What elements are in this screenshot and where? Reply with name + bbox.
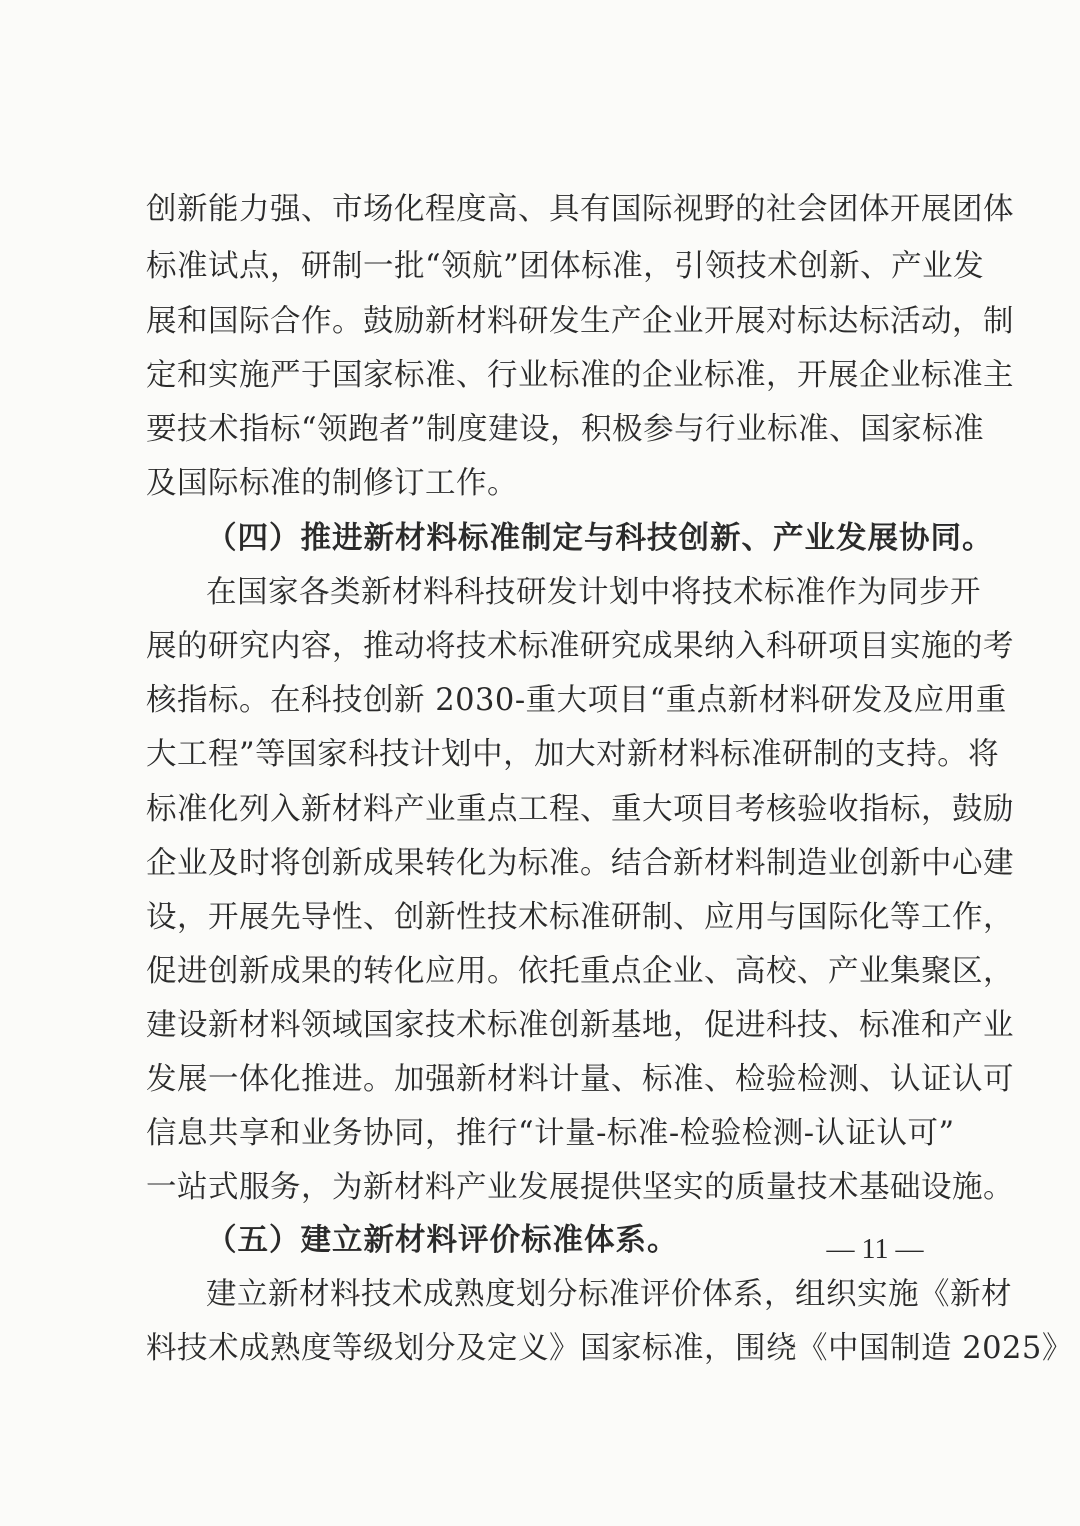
paragraph-line: 在国家各类新材料科技研发计划中将技术标准作为同步开 [206, 575, 981, 610]
paragraph-line: 创新能力强、市场化程度高、具有国际视野的社会团体开展团体 [146, 192, 1014, 227]
paragraph-line: 建立新材料技术成熟度划分标准评价体系，组织实施《新材 [206, 1277, 1012, 1312]
paragraph-line: 企业及时将创新成果转化为标准。结合新材料制造业创新中心建 [146, 846, 1014, 881]
paragraph-line: 促进创新成果的转化应用。依托重点企业、高校、产业集聚区， [146, 954, 1014, 989]
paragraph-line: 要技术指标“领跑者”制度建设，积极参与行业标准、国家标准 [146, 412, 985, 447]
paragraph-line: 发展一体化推进。加强新材料计量、标准、检验检测、认证认可 [146, 1062, 1014, 1097]
paragraph-line: 标准试点，研制一批“领航”团体标准，引领技术创新、产业发 [146, 249, 985, 284]
paragraph-line: 建设新材料领域国家技术标准创新基地，促进科技、标准和产业 [146, 1008, 1014, 1043]
section-heading-four: （四）推进新材料标准制定与科技创新、产业发展协同。 [206, 521, 994, 556]
paragraph-line: 核指标。在科技创新 2030-重大项目“重点新材料研发及应用重 [146, 683, 1007, 718]
paragraph-line: 及国际标准的制修订工作。 [146, 466, 518, 501]
paragraph-line: 定和实施严于国家标准、行业标准的企业标准，开展企业标准主 [146, 358, 1014, 393]
paragraph-line: 设，开展先导性、创新性技术标准研制、应用与国际化等工作， [146, 900, 1014, 935]
paragraph-line: 标准化列入新材料产业重点工程、重大项目考核验收指标，鼓励 [146, 792, 1014, 827]
paragraph-line: 一站式服务，为新材料产业发展提供坚实的质量技术基础设施。 [146, 1170, 1014, 1205]
paragraph-line: 展和国际合作。鼓励新材料研发生产企业开展对标达标活动，制 [146, 304, 1014, 339]
paragraph-line: 展的研究内容，推动将技术标准研究成果纳入科研项目实施的考 [146, 629, 1014, 664]
section-heading-five: （五）建立新材料评价标准体系。 [206, 1223, 679, 1258]
paragraph-line: 大工程”等国家科技计划中，加大对新材料标准研制的支持。将 [146, 737, 1000, 772]
paragraph-line: 料技术成熟度等级划分及定义》国家标准，围绕《中国制造 2025》 [146, 1331, 1073, 1366]
page-number: — 11 — [826, 1234, 924, 1265]
paragraph-line: 信息共享和业务协同，推行“计量-标准-检验检测-认证认可” [146, 1116, 955, 1151]
